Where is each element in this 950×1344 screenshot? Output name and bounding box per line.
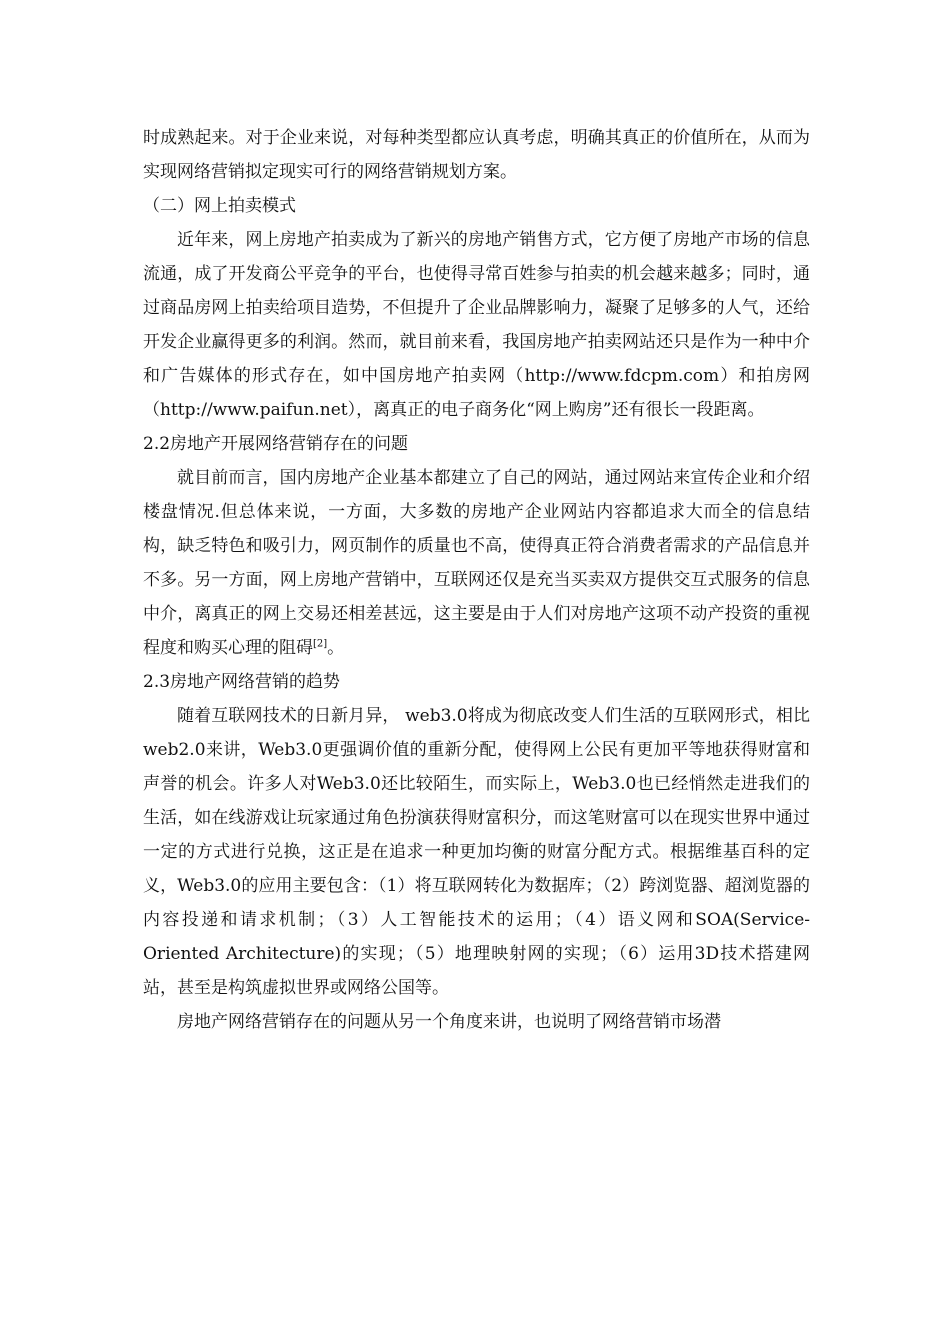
paragraph-problems-text: 就目前而言，国内房地产企业基本都建立了自己的网站，通过网站来宣传企业和介绍楼盘情况.但总体来说，一方面，大多数的房地产企业网站内容都追求大而全的信息结构，缺乏特色和吸引力，网页制作的质量也不高，使得真正符合消费者需求的产品信息并不多。另一方面，网上房地产营销中，互联网还仅是充当买卖双方提供交互式服务的信息中介，离真正的网上交易还相差甚远，这主要是由于人们对房地产这项不动产投资的重视程度和购买心理的阻碍	[143, 468, 810, 658]
section-heading-2-2: 2.2房地产开展网络营销存在的问题	[143, 434, 409, 454]
paragraph-trends: 随着互联网技术的日新月异， web3.0将成为彻底改变人们生活的互联网形式，相比web2.0来讲，Web3.0更强调价值的重新分配，使得网上公民有更加平等地获得财富和声誉的机会。许多人对Web3.0还比较陌生，而实际上，Web3.0也已经悄然走进我们的生活，如在线游戏让玩家通过角色扮演获得财富积分，而这笔财富可以在现实世界中通过一定的方式进行兑换，这正是在追求一种更加均衡的财富分配方式。根据维基百科的定义，Web3.0的应用主要包含：（1）将互联网转化为数据库；（2）跨浏览器、超浏览器的内容投递和请求机制；（3）人工智能技术的运用；（4）语义网和SOA(Service-Oriented Architecture)的实现；（5）地理映射网的实现；（6）运用3D技术搭建网站，甚至是构筑虚拟世界或网络公国等。	[143, 706, 810, 998]
citation-ref: [2]	[313, 638, 328, 650]
paragraph-continuation: 时成熟起来。对于企业来说，对每种类型都应认真考虑，明确其真正的价值所在，从而为实现网络营销拟定现实可行的网络营销规划方案。	[143, 128, 810, 182]
paragraph-problems	[143, 461, 810, 665]
paragraph-final: 房地产网络营销存在的问题从另一个角度来讲，也说明了网络营销市场潜	[177, 1012, 721, 1032]
section-heading-online-auction: （二）网上拍卖模式	[143, 196, 296, 216]
paragraph-online-auction: 近年来，网上房地产拍卖成为了新兴的房地产销售方式，它方便了房地产市场的信息流通，成了开发商公平竞争的平台，也使得寻常百姓参与拍卖的机会越来越多；同时，通过商品房网上拍卖给项目造势，不但提升了企业品牌影响力，凝聚了足够多的人气，还给开发企业赢得更多的利润。然而，就目前来看，我国房地产拍卖网站还只是作为一种中介和广告媒体的形式存在，如中国房地产拍卖网（http://www.fdcpm.com）和拍房网（http://www.paifun.net），离真正的电子商务化“网上购房”还有很长一段距离。	[143, 230, 810, 420]
document-body	[143, 121, 810, 1039]
section-heading-2-3: 2.3房地产网络营销的趋势	[143, 672, 341, 692]
paragraph-problems-end: 。	[327, 638, 345, 658]
